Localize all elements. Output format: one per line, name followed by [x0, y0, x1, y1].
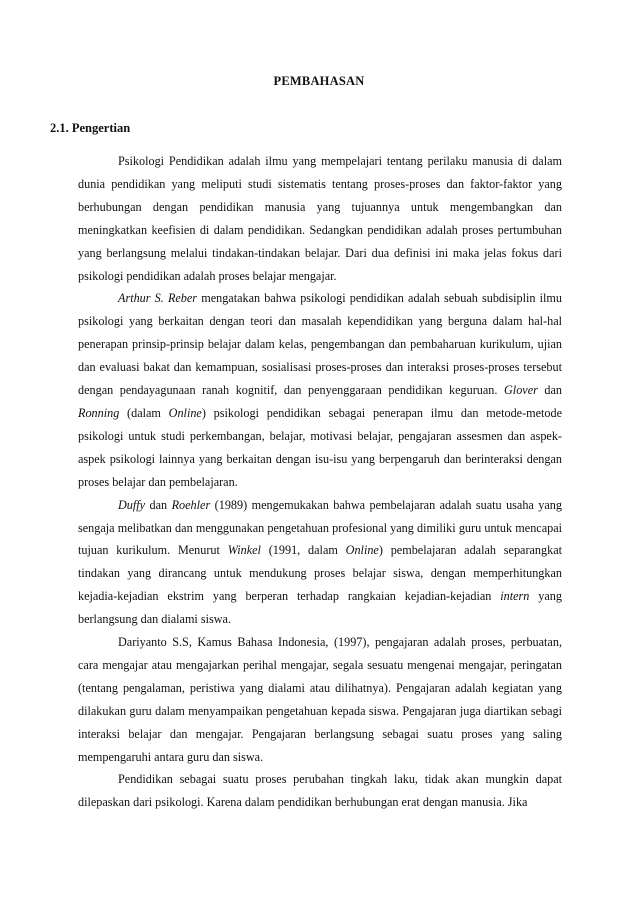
body-paragraph: [78, 287, 562, 493]
text-run: (dalam: [119, 405, 169, 420]
text-run: (1991, dalam: [260, 543, 346, 558]
italic-term: Roehler: [171, 497, 211, 512]
body-paragraph: [78, 150, 562, 287]
text-run: mengatakan bahwa psikologi pendidikan adalah sebuah subdisiplin ilmu psikologi yang berkaitan dengan teori dan masalah kependidikan yang berguna dalam hal-hal penerapan prinsip-prinsip belajar dalam kelas, pengembangan dan pembaharuan kurikulum, ujian dan evaluasi bakat dan kemampuan, sosialisasi proses-proses dan interaksi proses-proses tersebut dengan pendayagunaan ranah kognitif, dan penyenggaraan pendidikan keguruan.: [78, 291, 562, 398]
text-run: dan: [537, 383, 562, 398]
italic-term: Glover: [504, 383, 538, 398]
document-body: [78, 150, 562, 814]
body-paragraph: [78, 631, 562, 768]
italic-term: intern: [500, 589, 530, 604]
italic-term: Ronning: [78, 405, 120, 420]
italic-term: Arthur S. Reber: [118, 291, 198, 306]
body-paragraph: [78, 768, 562, 814]
text-run: Dariyanto S.S, Kamus Bahasa Indonesia, (1997), pengajaran adalah proses, perbuatan, cara mengajar atau mengajarkan perihal mengajar, segala sesuatu mengenai mengajar, peringatan (tentang pengalaman, peristiwa yang dialami atau dilihatnya). Pengajaran adalah kegiatan yang dilakukan guru dalam menyampaikan pengetahuan kepada siswa. Pengajaran juga diartikan sebagi interaksi belajar dan mengajar. Pengajaran berlangsung sebagai suatu proses yang saling mempengaruhi antara guru dan siswa.: [78, 635, 562, 764]
text-run: Psikologi Pendidikan adalah ilmu yang mempelajari tentang perilaku manusia di dalam dunia pendidikan yang meliputi studi sistematis tentang proses-proses dan faktor-faktor yang berhubungan dengan pendidikan manusia yang tujuannya untuk mengembangkan dan meningkatkan keefisien di dalam pendidikan. Sedangkan pendidikan adalah proses pertumbuhan yang berlangsung melalui tindakan-tindakan belajar. Dari dua definisi ini maka jelas fokus dari psikologi pendidikan adalah proses belajar mengajar.: [78, 154, 562, 283]
text-run: ) psikologi pendidikan sebagai penerapan ilmu dan metode-metode psikologi untuk studi perkembangan, belajar, motivasi belajar, pengajaran assesmen dan aspek-aspek psikologi lainnya yang berkaitan dengan isu-isu yang berpengaruh dan berinteraksi dengan proses belajar dan pembelajaran.: [78, 405, 562, 489]
italic-term: Online: [345, 543, 379, 558]
body-paragraph: [78, 494, 562, 631]
italic-term: Duffy: [118, 497, 146, 512]
page-title: PEMBAHASAN: [273, 74, 365, 88]
text-run: (1989) mengemukakan bahwa pembelajaran adalah suatu usaha yang sengaja melibatkan dan menggunakan pengetahuan profesional yang dimiliki guru untuk mencapai tujuan kurikulum. Menurut: [78, 497, 562, 558]
text-run: yang berlangsung dan dialami siswa.: [78, 589, 562, 627]
italic-term: Winkel: [227, 543, 261, 558]
section-heading: 2.1. Pengertian: [50, 121, 131, 135]
text-run: Pendidikan sebagai suatu proses perubahan tingkah laku, tidak akan mungkin dapat dilepaskan dari psikologi. Karena dalam pendidikan berhubungan erat dengan manusia. Jika: [78, 772, 562, 810]
italic-term: Online: [168, 405, 202, 420]
text-run: dan: [145, 497, 172, 512]
text-run: ) pembelajaran adalah separangkat tindakan yang dirancang untuk mendukung proses belajar siswa, dengan memperhitungkan kejadia-kejadian ekstrim yang berperan terhadap rangkaian kejadian-kejadian: [78, 543, 563, 604]
